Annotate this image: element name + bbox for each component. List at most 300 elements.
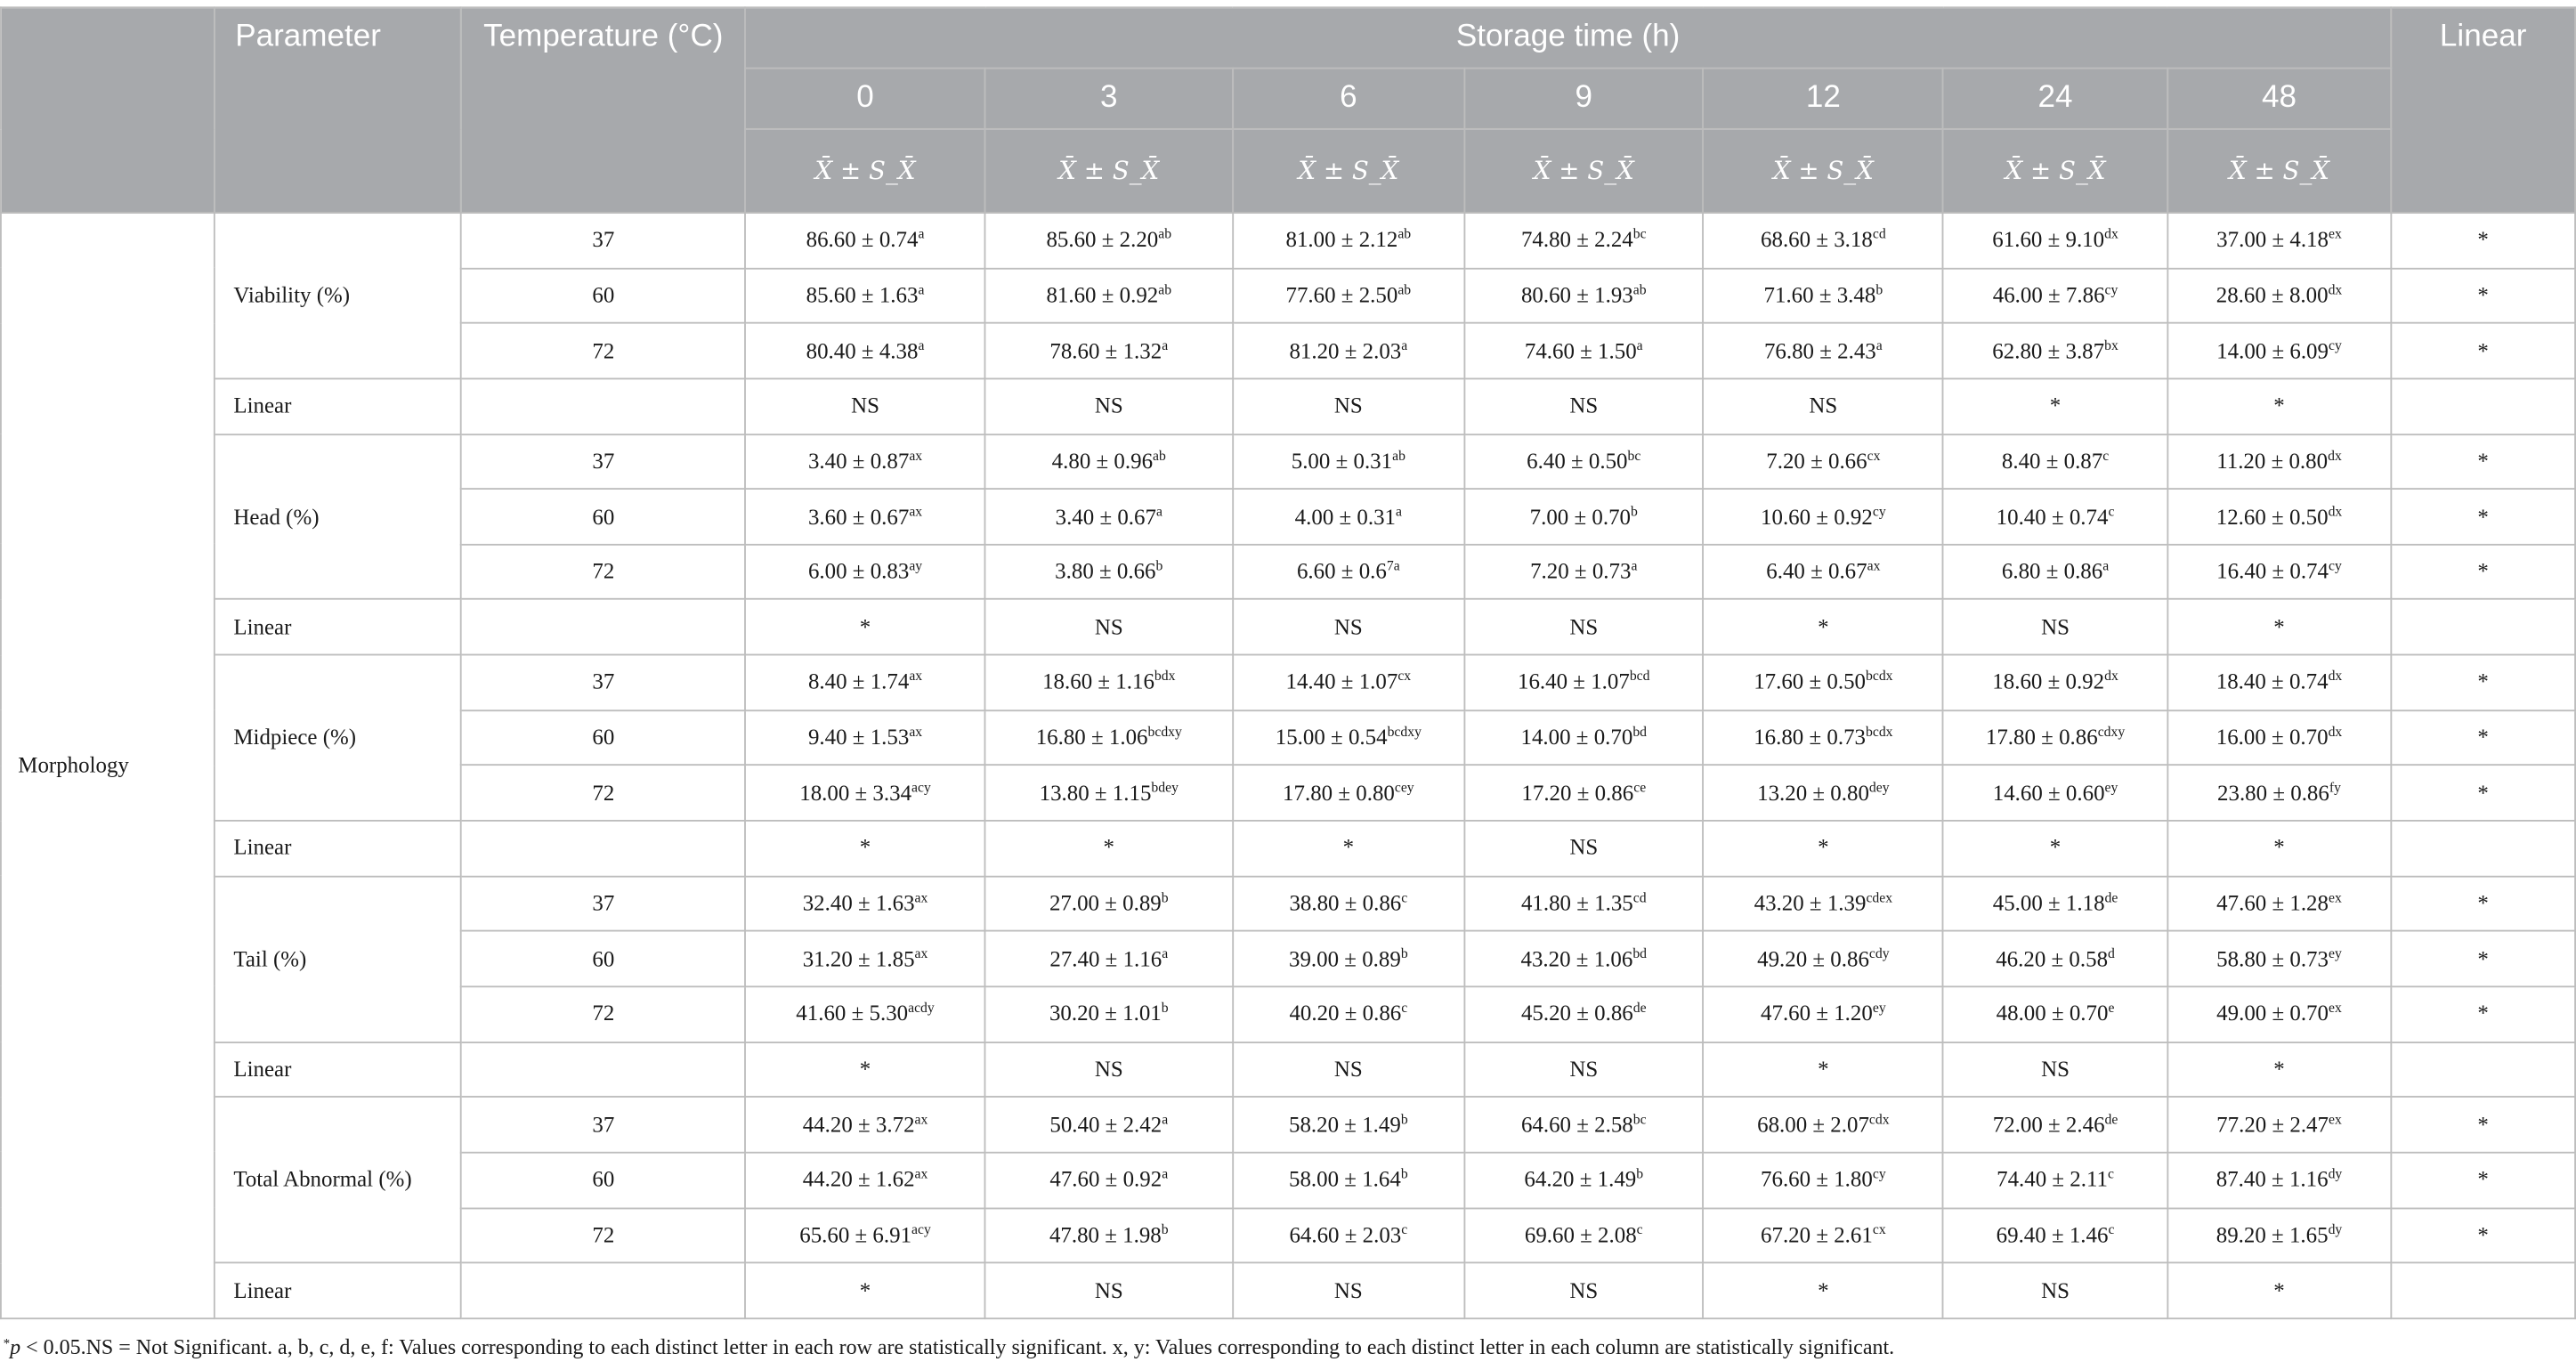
value-cell: [745, 213, 985, 268]
value-cell: [2167, 1153, 2392, 1208]
value-cell: [1703, 1153, 1943, 1208]
empty-cell: [2391, 1263, 2575, 1318]
value-cell: [1703, 213, 1943, 268]
value-text: 74.40 ± 2.11: [1997, 1166, 2109, 1192]
value-text: 6.40 ± 0.50: [1527, 448, 1628, 474]
value-text: 85.60 ± 2.20: [1046, 227, 1159, 252]
value-cell: [2167, 710, 2392, 766]
value-text: 65.60 ± 6.91: [799, 1221, 912, 1247]
significance-letters: b: [1400, 1164, 1408, 1182]
linear-value-cell: NS: [1233, 1263, 1465, 1318]
significance-letters: a: [918, 280, 925, 297]
linear-cell: *: [2391, 986, 2575, 1042]
empty-cell: [462, 600, 745, 655]
value-cell: [1233, 1208, 1465, 1263]
significance-letters: bcd: [1629, 668, 1650, 685]
value-text: 14.00 ± 0.70: [1520, 725, 1633, 750]
temperature-cell: 37: [462, 213, 745, 268]
linear-value-cell: NS: [1233, 1042, 1465, 1097]
value-text: 64.60 ± 2.58: [1520, 1111, 1633, 1137]
linear-cell: *: [2391, 489, 2575, 544]
significance-letters: de: [2104, 888, 2118, 905]
linear-value-cell: NS: [1464, 1263, 1703, 1318]
value-text: 14.40 ± 1.07: [1285, 669, 1398, 694]
significance-letters: ab: [1632, 280, 1647, 297]
value-text: 58.80 ± 0.73: [2216, 945, 2329, 971]
value-cell: [985, 1153, 1232, 1208]
significance-letters: fy: [2329, 778, 2341, 795]
significance-letters: cy: [2328, 556, 2342, 574]
value-text: 69.60 ± 2.08: [1524, 1221, 1637, 1247]
significance-letters: d: [2108, 944, 2115, 961]
empty-cell: [2391, 600, 2575, 655]
linear-value-cell: *: [745, 1042, 985, 1097]
value-cell: [1703, 323, 1943, 378]
significance-letters: b: [1161, 999, 1169, 1017]
stat-label-header: X̄ ± S_X̄: [2167, 129, 2392, 213]
value-cell: [1943, 655, 2167, 710]
significance-letters: bx: [2104, 336, 2118, 353]
time-point-header: 0: [745, 69, 985, 129]
temperature-cell: 72: [462, 323, 745, 378]
linear-cell: *: [2391, 710, 2575, 766]
value-cell: [985, 323, 1232, 378]
value-text: 13.20 ± 0.80: [1757, 780, 1869, 805]
value-cell: [1703, 655, 1943, 710]
significance-letters: ax: [909, 446, 923, 464]
value-text: 16.00 ± 0.70: [2216, 725, 2329, 750]
value-text: 10.40 ± 0.74: [1996, 503, 2109, 529]
significance-letters: b: [1400, 944, 1408, 961]
value-cell: [1233, 876, 1465, 931]
value-text: 47.60 ± 1.28: [2216, 890, 2329, 916]
header-blank: [1, 7, 215, 213]
significance-letters: dx: [2328, 280, 2343, 297]
value-cell: [2167, 1208, 2392, 1263]
value-text: 74.80 ± 2.24: [1520, 227, 1633, 252]
footnote-p: p: [10, 1334, 21, 1359]
value-text: 47.60 ± 0.92: [1049, 1166, 1162, 1192]
value-text: 18.60 ± 1.16: [1042, 669, 1154, 694]
value-text: 58.00 ± 1.64: [1289, 1166, 1401, 1192]
value-cell: [1943, 710, 2167, 766]
value-text: 85.60 ± 1.63: [806, 282, 919, 308]
value-cell: [1233, 655, 1465, 710]
value-text: 44.20 ± 3.72: [802, 1111, 915, 1137]
value-cell: [985, 986, 1232, 1042]
value-text: 16.80 ± 1.06: [1035, 725, 1148, 750]
table-row: [1, 876, 2575, 931]
significance-letters: a: [918, 225, 925, 242]
significance-letters: ab: [1397, 280, 1412, 297]
significance-letters: b: [1161, 888, 1169, 905]
value-text: 3.40 ± 0.87: [807, 448, 910, 474]
value-cell: [2167, 766, 2392, 821]
value-cell: [745, 766, 985, 821]
value-text: 5.00 ± 0.31: [1291, 448, 1393, 474]
significance-letters: ex: [2328, 888, 2342, 905]
empty-cell: [2391, 1042, 2575, 1097]
significance-letters: ax: [1867, 556, 1881, 574]
significance-letters: c: [1401, 888, 1408, 905]
significance-letters: cdy: [1868, 944, 1890, 961]
value-text: 4.00 ± 0.31: [1294, 503, 1397, 529]
value-cell: [985, 545, 1232, 600]
temperature-cell: 72: [462, 766, 745, 821]
linear-cell: *: [2391, 876, 2575, 931]
linear-value-cell: *: [1233, 821, 1465, 876]
significance-letters: de: [1632, 999, 1647, 1017]
significance-letters: cd: [1872, 225, 1886, 242]
value-text: 3.40 ± 0.67: [1055, 503, 1156, 529]
value-cell: [985, 1208, 1232, 1263]
value-cell: [745, 1208, 985, 1263]
group-label: Morphology: [1, 213, 215, 1318]
significance-letters: ab: [1153, 446, 1166, 464]
value-cell: [1233, 323, 1465, 378]
significance-letters: a: [1636, 336, 1643, 353]
header-storage-time: Storage time (h): [745, 7, 2391, 68]
linear-value-cell: NS: [1943, 1263, 2167, 1318]
empty-cell: [462, 378, 745, 434]
header-temperature-label: Temperature (°C): [483, 20, 724, 54]
significance-letters: ab: [1397, 225, 1412, 242]
value-cell: [985, 931, 1232, 986]
value-text: 47.80 ± 1.98: [1049, 1221, 1162, 1247]
significance-letters: dx: [2104, 668, 2118, 685]
value-text: 4.80 ± 0.96: [1051, 448, 1154, 474]
linear-row: [1, 1042, 2575, 1097]
footnote: [4, 1334, 2566, 1361]
table-row: [1, 1097, 2575, 1152]
footnote-text: < 0.05.NS = Not Significant. a, b, c, d, e, f: Values corresponding to each distinct letter in each row are statistically significant. x, y: Values corresponding to each distinct letter in each column are statistically significant.: [20, 1334, 1895, 1359]
significance-letters: a: [1162, 944, 1169, 961]
value-cell: [1233, 766, 1465, 821]
value-text: 68.60 ± 3.18: [1761, 227, 1873, 252]
value-text: 17.60 ± 0.50: [1754, 669, 1867, 694]
header-temperature: [462, 7, 745, 213]
value-text: 12.60 ± 0.50: [2216, 503, 2329, 529]
value-cell: [2167, 323, 2392, 378]
value-text: 58.20 ± 1.49: [1289, 1111, 1401, 1137]
linear-value-cell: *: [2167, 821, 2392, 876]
significance-letters: ey: [2104, 778, 2118, 795]
value-text: 16.80 ± 0.73: [1754, 725, 1867, 750]
linear-row: [1, 821, 2575, 876]
value-cell: [1464, 1097, 1703, 1152]
significance-letters: a: [1401, 336, 1408, 353]
linear-value-cell: NS: [985, 1263, 1232, 1318]
significance-letters: de: [2104, 1109, 2118, 1127]
significance-letters: ax: [914, 944, 928, 961]
significance-letters: bd: [1632, 944, 1648, 961]
significance-letters: dy: [2328, 1164, 2343, 1182]
value-cell: [985, 1097, 1232, 1152]
significance-letters: c: [1401, 1220, 1408, 1237]
significance-letters: bdx: [1154, 668, 1176, 685]
significance-letters: ey: [1872, 999, 1886, 1017]
significance-letters: bcdxy: [1147, 723, 1182, 740]
parameter-label: Viability (%): [215, 213, 461, 378]
significance-letters: dey: [1868, 778, 1890, 795]
significance-letters: a: [1155, 501, 1162, 519]
linear-row-label: Linear: [215, 600, 461, 655]
value-cell: [745, 268, 985, 323]
value-cell: [985, 876, 1232, 931]
value-cell: [745, 710, 985, 766]
linear-value-cell: NS: [1943, 600, 2167, 655]
value-text: 30.20 ± 1.01: [1049, 1001, 1162, 1026]
value-cell: [1233, 213, 1465, 268]
linear-row-label: Linear: [215, 821, 461, 876]
value-text: 7.20 ± 0.73: [1530, 558, 1632, 584]
stat-label-header: X̄ ± S_X̄: [1233, 129, 1465, 213]
table-body: [1, 213, 2575, 1318]
value-text: 48.00 ± 0.70: [1996, 1001, 2109, 1026]
value-text: 62.80 ± 3.87: [1992, 337, 2105, 363]
value-cell: [745, 545, 985, 600]
linear-row: [1, 600, 2575, 655]
value-text: 9.40 ± 1.53: [807, 725, 910, 750]
time-point-header: 6: [1233, 69, 1465, 129]
time-point-header: 9: [1464, 69, 1703, 129]
value-text: 18.40 ± 0.74: [2216, 669, 2329, 694]
linear-value-cell: NS: [1943, 1042, 2167, 1097]
linear-value-cell: NS: [1464, 378, 1703, 434]
value-cell: [1464, 545, 1703, 600]
linear-value-cell: NS: [985, 600, 1232, 655]
value-cell: [745, 876, 985, 931]
significance-letters: acdy: [908, 999, 935, 1017]
value-text: 76.60 ± 1.80: [1761, 1166, 1873, 1192]
significance-letters: ax: [914, 1164, 928, 1182]
linear-value-cell: *: [1703, 1042, 1943, 1097]
value-cell: [1464, 323, 1703, 378]
linear-cell: *: [2391, 545, 2575, 600]
linear-value-cell: *: [745, 600, 985, 655]
value-text: 45.20 ± 0.86: [1520, 1001, 1633, 1026]
value-text: 23.80 ± 0.86: [2217, 780, 2329, 805]
value-text: 14.60 ± 0.60: [1992, 780, 2105, 805]
value-text: 3.80 ± 0.66: [1055, 558, 1156, 584]
value-text: 87.40 ± 1.16: [2216, 1166, 2329, 1192]
value-cell: [745, 489, 985, 544]
value-cell: [745, 986, 985, 1042]
significance-letters: a: [1162, 1164, 1169, 1182]
significance-letters: cx: [1867, 446, 1881, 464]
value-text: 37.00 ± 4.18: [2216, 227, 2329, 252]
temperature-cell: 60: [462, 268, 745, 323]
significance-letters: cey: [1394, 778, 1414, 795]
linear-value-cell: NS: [1233, 600, 1465, 655]
value-text: 7.00 ± 0.70: [1529, 503, 1632, 529]
value-text: 27.00 ± 0.89: [1049, 890, 1162, 916]
value-text: 18.00 ± 3.34: [799, 780, 912, 805]
significance-letters: b: [1161, 1220, 1169, 1237]
value-cell: [1464, 986, 1703, 1042]
significance-letters: ex: [2328, 999, 2342, 1017]
empty-cell: [462, 1042, 745, 1097]
significance-letters: ab: [1158, 225, 1172, 242]
value-cell: [1943, 213, 2167, 268]
significance-letters: acy: [911, 1220, 931, 1237]
significance-letters: cd: [1632, 888, 1647, 905]
value-cell: [985, 489, 1232, 544]
value-text: 78.60 ± 1.32: [1049, 337, 1162, 363]
value-text: 3.60 ± 0.67: [807, 503, 910, 529]
temperature-cell: 37: [462, 655, 745, 710]
value-cell: [1464, 876, 1703, 931]
value-cell: [2167, 655, 2392, 710]
significance-letters: dy: [2328, 1220, 2343, 1237]
value-text: 50.40 ± 2.42: [1049, 1111, 1162, 1137]
significance-letters: ay: [909, 556, 923, 574]
stat-label-header: X̄ ± S_X̄: [985, 129, 1232, 213]
significance-letters: cy: [2328, 336, 2342, 353]
linear-value-cell: NS: [1464, 1042, 1703, 1097]
significance-letters: c: [1401, 999, 1408, 1017]
value-cell: [985, 213, 1232, 268]
temperature-cell: 60: [462, 931, 745, 986]
parameter-label: Total Abnormal (%): [215, 1097, 461, 1262]
linear-value-cell: *: [745, 1263, 985, 1318]
value-cell: [2167, 545, 2392, 600]
value-text: 10.60 ± 0.92: [1761, 503, 1873, 529]
temperature-cell: 72: [462, 1208, 745, 1263]
stat-label-header: X̄ ± S_X̄: [1943, 129, 2167, 213]
value-text: 17.80 ± 0.86: [1985, 725, 2098, 750]
value-cell: [1703, 986, 1943, 1042]
linear-cell: *: [2391, 655, 2575, 710]
value-cell: [1464, 1153, 1703, 1208]
value-cell: [1703, 489, 1943, 544]
value-cell: [2167, 876, 2392, 931]
table-row: [1, 213, 2575, 268]
value-text: 71.60 ± 3.48: [1763, 282, 1876, 308]
value-cell: [1943, 1153, 2167, 1208]
value-cell: [2167, 268, 2392, 323]
linear-value-cell: NS: [745, 378, 985, 434]
temperature-cell: 72: [462, 986, 745, 1042]
linear-value-cell: NS: [1233, 378, 1465, 434]
value-cell: [1943, 876, 2167, 931]
value-text: 89.20 ± 1.65: [2216, 1221, 2329, 1247]
value-cell: [985, 766, 1232, 821]
significance-letters: ex: [2328, 225, 2342, 242]
value-text: 81.20 ± 2.03: [1289, 337, 1402, 363]
value-cell: [1233, 545, 1465, 600]
value-cell: [1464, 434, 1703, 489]
value-text: 44.20 ± 1.62: [802, 1166, 915, 1192]
value-cell: [1233, 434, 1465, 489]
value-text: 6.60 ± 0.6: [1296, 558, 1387, 584]
value-cell: [1943, 489, 2167, 544]
value-text: 32.40 ± 1.63: [802, 890, 915, 916]
value-text: 47.60 ± 1.20: [1761, 1001, 1873, 1026]
value-cell: [745, 323, 985, 378]
value-text: 80.60 ± 1.93: [1520, 282, 1633, 308]
value-text: 16.40 ± 0.74: [2216, 558, 2329, 584]
significance-letters: cdex: [1866, 888, 1893, 905]
significance-letters: ab: [1392, 446, 1405, 464]
value-cell: [1703, 434, 1943, 489]
significance-letters: ax: [914, 1109, 928, 1127]
significance-letters: b: [1875, 280, 1883, 297]
linear-cell: *: [2391, 1208, 2575, 1263]
table-header: [1, 7, 2575, 213]
value-text: 61.60 ± 9.10: [1992, 227, 2105, 252]
value-text: 18.60 ± 0.92: [1992, 669, 2105, 694]
significance-letters: a: [2102, 556, 2110, 574]
value-cell: [1233, 710, 1465, 766]
value-text: 64.60 ± 2.03: [1289, 1221, 1402, 1247]
value-cell: [1464, 489, 1703, 544]
value-text: 49.00 ± 0.70: [2216, 1001, 2329, 1026]
significance-letters: dx: [2328, 501, 2343, 519]
stat-label-header: X̄ ± S_X̄: [1703, 129, 1943, 213]
linear-value-cell: *: [1703, 821, 1943, 876]
value-cell: [1943, 986, 2167, 1042]
significance-letters: dx: [2328, 723, 2343, 740]
value-cell: [745, 1097, 985, 1152]
value-cell: [1703, 268, 1943, 323]
linear-cell: *: [2391, 213, 2575, 268]
value-text: 46.20 ± 0.58: [1996, 945, 2109, 971]
linear-value-cell: NS: [1464, 821, 1703, 876]
value-text: 8.40 ± 1.74: [807, 669, 910, 694]
value-cell: [1464, 931, 1703, 986]
value-cell: [1703, 1208, 1943, 1263]
significance-letters: cy: [1872, 501, 1886, 519]
temperature-cell: 60: [462, 710, 745, 766]
value-cell: [2167, 434, 2392, 489]
value-text: 43.20 ± 1.39: [1754, 890, 1867, 916]
linear-value-cell: *: [2167, 378, 2392, 434]
significance-letters: c: [1636, 1220, 1643, 1237]
significance-letters: cdxy: [2097, 723, 2126, 740]
significance-letters: ey: [2328, 944, 2342, 961]
significance-letters: c: [2108, 501, 2115, 519]
significance-letters: cx: [1397, 668, 1412, 685]
value-cell: [1703, 545, 1943, 600]
value-cell: [985, 434, 1232, 489]
significance-letters: bc: [1627, 446, 1641, 464]
significance-letters: cx: [1872, 1220, 1886, 1237]
value-text: 6.80 ± 0.86: [2001, 558, 2103, 584]
value-cell: [1233, 268, 1465, 323]
value-cell: [1703, 1097, 1943, 1152]
significance-letters: a: [1631, 556, 1638, 574]
value-cell: [1943, 1208, 2167, 1263]
linear-value-cell: *: [2167, 1263, 2392, 1318]
parameter-label: Midpiece (%): [215, 655, 461, 821]
significance-letters: ax: [914, 888, 928, 905]
linear-cell: *: [2391, 1153, 2575, 1208]
value-cell: [745, 655, 985, 710]
temperature-cell: 60: [462, 1153, 745, 1208]
linear-row-label: Linear: [215, 378, 461, 434]
significance-letters: b: [1636, 1164, 1644, 1182]
value-text: 11.20 ± 0.80: [2216, 448, 2329, 474]
empty-cell: [2391, 378, 2575, 434]
value-cell: [745, 434, 985, 489]
temperature-cell: 37: [462, 1097, 745, 1152]
value-cell: [1233, 986, 1465, 1042]
significance-letters: ax: [909, 723, 923, 740]
table-row: [1, 434, 2575, 489]
value-text: 77.20 ± 2.47: [2216, 1111, 2329, 1137]
linear-value-cell: NS: [985, 1042, 1232, 1097]
